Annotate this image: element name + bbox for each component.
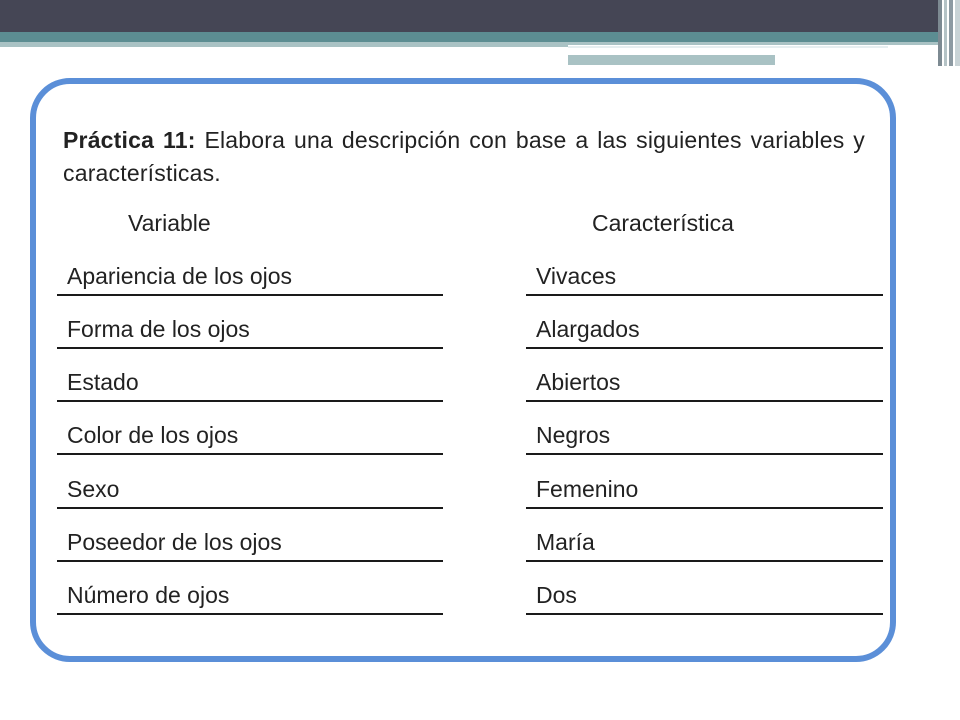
exercise-instruction: Elabora una descripción con base a las siguientes variables y características. [63,127,865,186]
characteristic-line [526,421,883,455]
variable-line [57,581,443,615]
variable-column-header: Variable [128,210,211,236]
header-highlight-line [568,46,888,48]
characteristic-text: Alargados [536,316,640,342]
variable-text: Apariencia de los ojos [67,263,293,289]
header-right-stripes [938,0,960,66]
exercise-prompt [63,124,865,190]
variable-text: Poseedor de los ojos [67,529,282,555]
characteristic-text: Femenino [536,476,639,502]
variable-text: Número de ojos [67,582,230,608]
characteristic-text: Abiertos [536,369,621,395]
variable-text: Forma de los ojos [67,316,250,342]
characteristic-line [526,262,883,296]
characteristic-line [526,368,883,402]
variable-text: Color de los ojos [67,422,239,448]
variable-line [57,528,443,562]
variable-line [57,421,443,455]
characteristic-line [526,315,883,349]
variable-line [57,315,443,349]
variable-line [57,262,443,296]
header-teal-bar [0,32,940,42]
characteristic-text: Vivaces [536,263,617,289]
variable-line [57,368,443,402]
variable-text: Estado [67,369,139,395]
characteristic-line [526,475,883,509]
characteristic-text: María [536,529,595,555]
variable-text: Sexo [67,476,120,502]
header-light-bar-right [568,42,940,45]
header-sub-gap [775,55,940,65]
variable-line [57,475,443,509]
header-dark-bar [0,0,940,32]
characteristic-line [526,528,883,562]
characteristic-column-header: Característica [592,210,734,236]
characteristic-text: Negros [536,422,611,448]
header-light-bar [0,42,568,47]
characteristic-text: Dos [536,582,577,608]
characteristic-line [526,581,883,615]
exercise-label: Práctica 11: [63,127,196,153]
